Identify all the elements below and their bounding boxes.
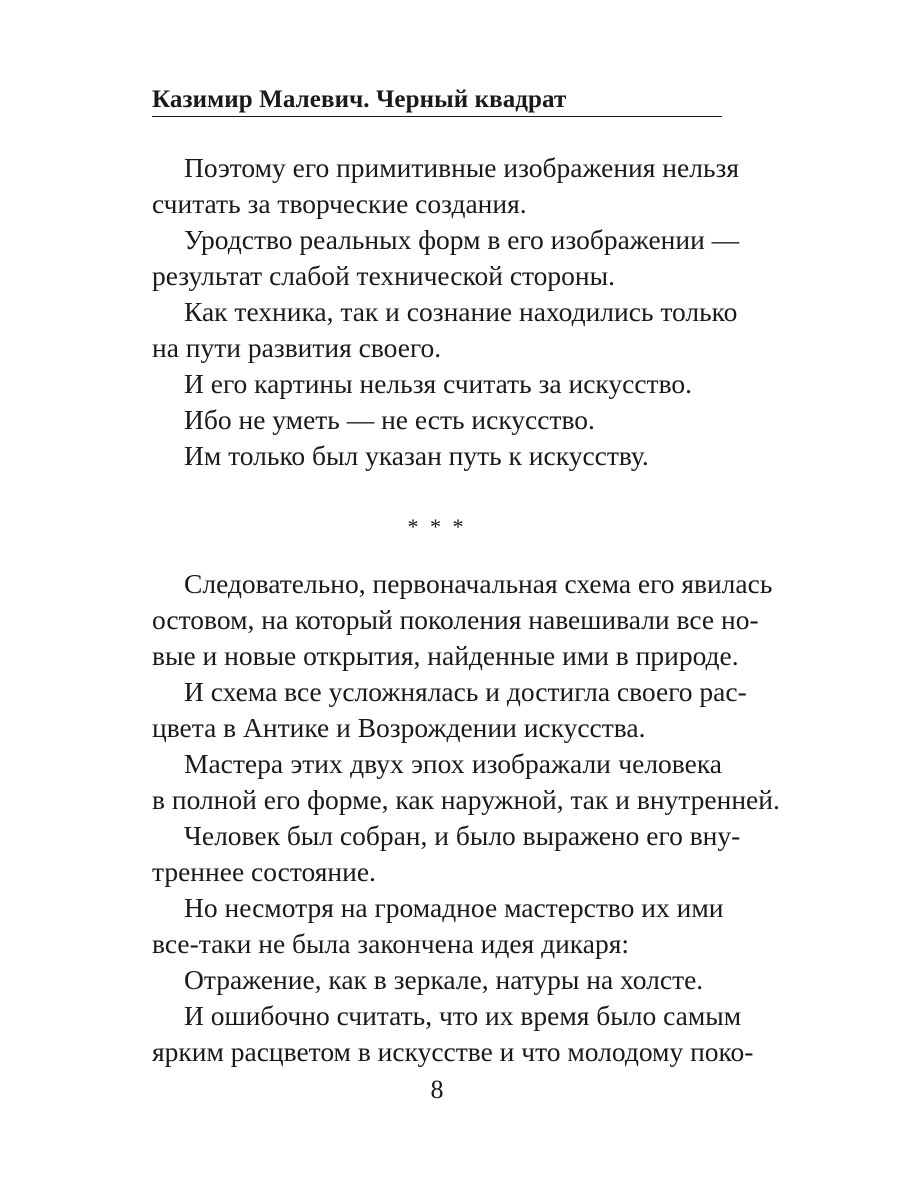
text-line: Мастера этих двух эпох изображали человека (184, 748, 722, 779)
page-number: 8 (430, 1075, 444, 1104)
text-line: Уродство реальных форм в его изображении — (184, 224, 740, 255)
text-line: треннее состояние. (152, 856, 376, 887)
text-line: Как техника, так и сознание находились только (184, 296, 738, 327)
text-line: цвета в Антике и Возрождении искусства. (152, 712, 646, 743)
text-line: вые и новые открытия, найденные ими в природе. (152, 640, 739, 671)
text-line: И схема все усложнялась и достигла своего рас- (184, 676, 747, 707)
text-line: И его картины нельзя считать за искусство. (184, 368, 692, 399)
text-line: остовом, на который поколения навешивали все но- (152, 604, 759, 635)
text-line: Им только был указан путь к искусству. (184, 440, 649, 471)
running-header: Казимир Малевич. Черный квадрат (152, 86, 567, 113)
text-line: Отражение, как в зеркале, натуры на холсте. (184, 964, 704, 995)
text-line: в полной его форме, как наружной, так и внутренней. (152, 784, 780, 815)
text-line: на пути развития своего. (152, 332, 442, 363)
text-line: результат слабой технической стороны. (152, 260, 616, 291)
header-rule (152, 116, 722, 117)
text-line: все-таки не была закончена идея дикаря: (152, 928, 629, 959)
text-line: считать за творческие создания. (152, 188, 527, 219)
text-line: Поэтому его примитивные изображения нельзя (184, 152, 739, 183)
text-line: Но несмотря на громадное мастерство их ими (184, 892, 724, 923)
section-separator: * * * (407, 514, 467, 539)
text-line: И ошибочно считать, что их время было самым (184, 1000, 742, 1031)
text-line: Следовательно, первоначальная схема его явилась (184, 568, 773, 599)
text-line: Ибо не уметь — не есть искусство. (184, 404, 595, 435)
text-line: Человек был собран, и было выражено его вну- (184, 820, 741, 851)
text-line: ярким расцветом в искусстве и что молодому поко- (152, 1036, 754, 1067)
